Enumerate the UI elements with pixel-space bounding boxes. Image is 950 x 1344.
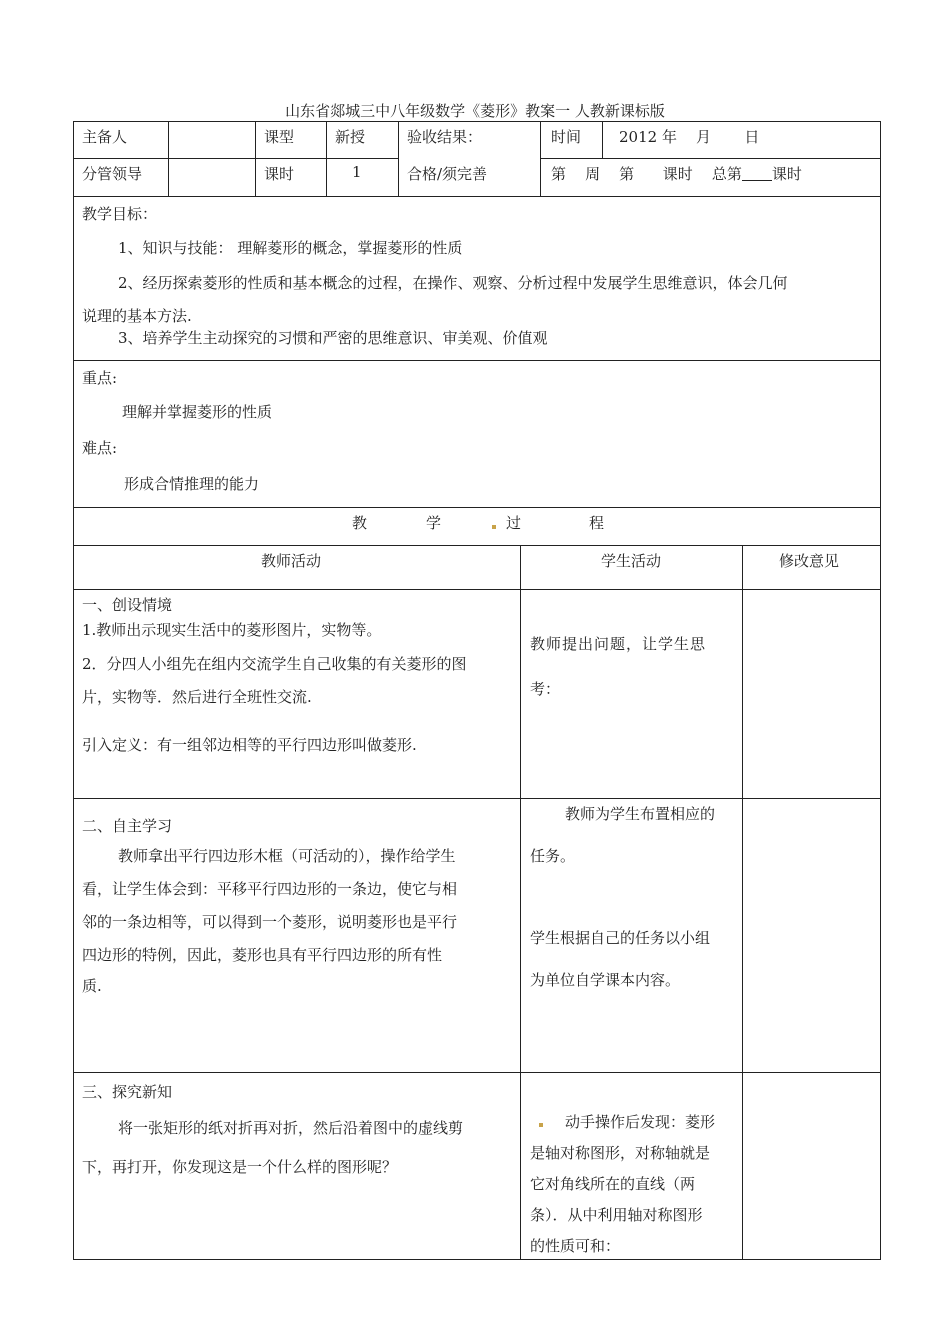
section1-line-3: 片，实物等．然后进行全班性交流.: [82, 688, 312, 706]
section3-student-line-2: 是轴对称图形，对称轴就是: [530, 1144, 711, 1162]
week-suffix: 课时: [771, 165, 802, 183]
section2-line-5: 质.: [82, 977, 102, 995]
cell-check: [398, 121, 541, 197]
key-points-cell: [73, 360, 881, 508]
student-activity-header: 学生活动: [601, 552, 662, 570]
difficult-text: 形成合情推理的能力: [124, 475, 260, 493]
section1-line-4: 引入定义：有一组邻边相等的平行四边形叫做菱形.: [82, 736, 417, 754]
week-text: [551, 163, 802, 184]
section1-line-1: 1.教师出示现实生活中的菱形图片，实物等。: [82, 621, 382, 639]
preparer-label: 主备人: [82, 128, 128, 146]
col-header-revise: [742, 545, 881, 590]
section3-revise-cell: [742, 1072, 881, 1260]
process-char-3: 过: [506, 514, 522, 532]
check-label: 验收结果：: [407, 128, 483, 146]
section3-heading: 三、探究新知: [82, 1083, 173, 1101]
key-points-label: 重点:: [82, 369, 118, 387]
period-value: 1: [352, 163, 362, 181]
week-blank: [742, 166, 772, 181]
process-char-2: 学: [426, 514, 442, 532]
time-label: 时间: [551, 128, 582, 146]
section1-heading: 一、创设情境: [82, 596, 173, 614]
section1-teacher-cell: [73, 589, 521, 799]
key-points-text: 理解并掌握菱形的性质: [122, 403, 273, 421]
section3-student-line-1: 动手操作后发现：菱形: [565, 1113, 716, 1131]
section2-line-3: 邻的一条边相等，可以得到一个菱形，说明菱形也是平行: [82, 913, 458, 931]
check-value: 合格/须完善: [407, 165, 488, 183]
section2-student-line-1: 教师为学生布置相应的: [565, 805, 716, 823]
type-value: 新授: [335, 128, 366, 146]
section2-student-line-3: 学生根据自己的任务以小组: [530, 929, 711, 947]
leader-label: 分管领导: [82, 165, 143, 183]
week-prefix: 第 周 第 课时 总第: [551, 165, 742, 183]
objective-1: 1、知识与技能： 理解菱形的概念，掌握菱形的性质: [118, 239, 463, 257]
revise-header: 修改意见: [779, 552, 840, 570]
cell-preparer-label: [73, 121, 169, 159]
edit-marker: [492, 525, 496, 529]
section3-line-2: 下，再打开，你发现这是一个什么样的图形呢？: [82, 1158, 398, 1176]
section3-student-line-4: 条）．从中利用轴对称图形: [530, 1206, 703, 1224]
process-heading-cell: [73, 507, 881, 546]
objectives-label: 教学目标：: [82, 205, 158, 223]
section2-line-1: 教师拿出平行四边形木框（可活动的），操作给学生: [118, 847, 456, 865]
objective-2: 2、经历探索菱形的性质和基本概念的过程，在操作、观察、分析过程中发展学生思维意识，体会几何: [118, 274, 788, 292]
section3-line-1: 将一张矩形的纸对折再对折，然后沿着图中的虚线剪: [118, 1119, 464, 1137]
section3-student-line-5: 的性质可和：: [530, 1237, 621, 1255]
section1-line-2: 2．分四人小组先在组内交流学生自己收集的有关菱形的图: [82, 655, 467, 673]
section3-student-cell: [520, 1072, 743, 1260]
edit-marker: [539, 1123, 543, 1127]
cell-time-label: [540, 121, 603, 159]
time-value: 2012 年 月 日: [619, 128, 760, 146]
difficult-label: 难点:: [82, 439, 118, 457]
cell-preparer-value: [168, 121, 256, 159]
document-title: 山东省郯城三中八年级数学《菱形》教案一 人教新课标版: [285, 102, 665, 120]
process-char-4: 程: [589, 514, 605, 532]
col-header-student: [520, 545, 743, 590]
section1-student-cell: [520, 589, 743, 799]
cell-type-label: [255, 121, 327, 159]
section2-line-4: 四边形的特例，因此，菱形也具有平行四边形的所有性: [82, 946, 443, 964]
section3-teacher-cell: [73, 1072, 521, 1260]
section1-revise-cell: [742, 589, 881, 799]
section1-student-line-1: 教师提出问题，让学生思: [530, 635, 707, 653]
section1-student-line-2: 考：: [530, 680, 561, 698]
section2-heading: 二、自主学习: [82, 817, 173, 835]
objective-2-cont: 说理的基本方法.: [82, 307, 192, 325]
section2-student-line-4: 为单位自学课本内容。: [530, 971, 681, 989]
period-label: 课时: [264, 165, 295, 183]
section3-student-line-3: 它对角线所在的直线（两: [530, 1175, 696, 1193]
cell-period-label: [255, 158, 327, 197]
section2-student-cell: [520, 798, 743, 1073]
cell-type-value: [326, 121, 399, 159]
cell-time-value: [602, 121, 881, 159]
cell-leader-label: [73, 158, 169, 197]
section2-line-2: 看，让学生体会到：平移平行四边形的一条边，使它与相: [82, 880, 458, 898]
col-header-teacher: [73, 545, 521, 590]
section2-student-line-2: 任务。: [530, 847, 576, 865]
objectives-cell: [73, 196, 881, 361]
type-label: 课型: [264, 128, 295, 146]
section2-revise-cell: [742, 798, 881, 1073]
teacher-activity-header: 教师活动: [261, 552, 322, 570]
section2-teacher-cell: [73, 798, 521, 1073]
cell-leader-value: [168, 158, 256, 197]
cell-period-value: [326, 158, 399, 197]
cell-week: [540, 158, 881, 197]
process-char-1: 教: [352, 514, 368, 532]
objective-3: 3、培养学生主动探究的习惯和严密的思维意识、审美观、价值观: [118, 329, 548, 347]
